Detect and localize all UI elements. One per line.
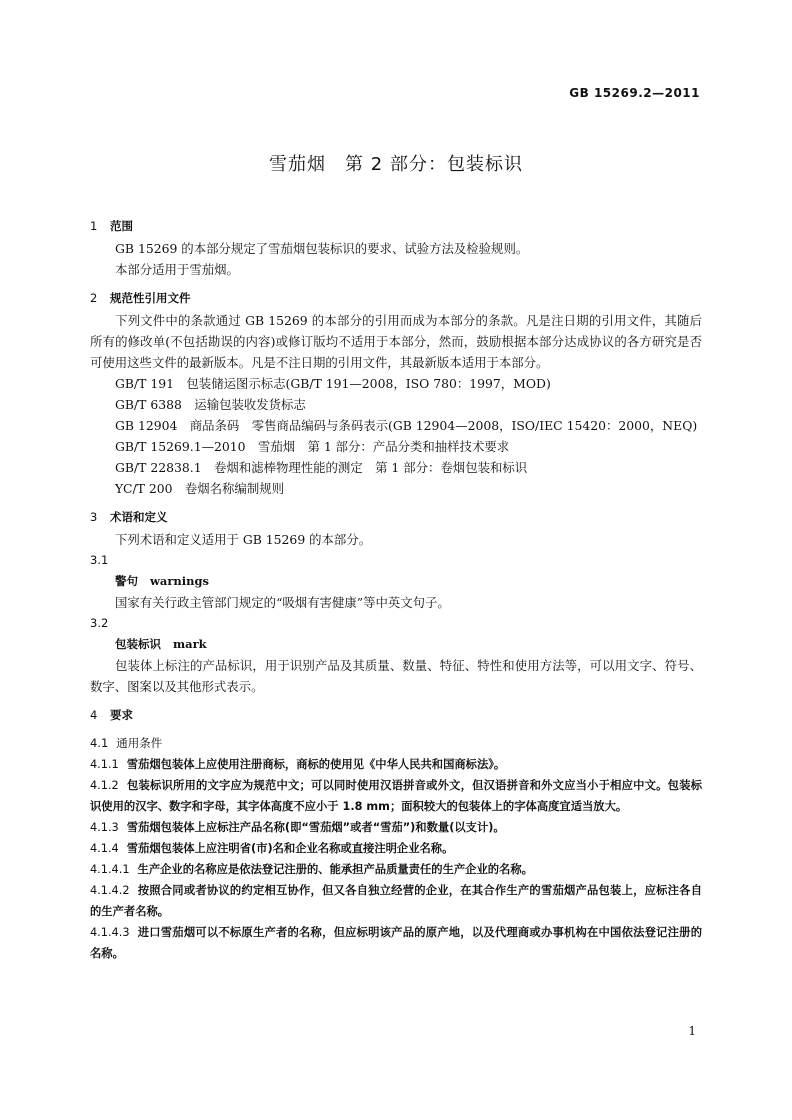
clause	[90, 838, 702, 859]
clause-number: 4.1.4	[90, 842, 119, 855]
section-title: 范围	[110, 219, 133, 233]
reference-item: GB/T 6388 运输包装收发货标志	[115, 397, 306, 412]
clause	[90, 817, 702, 838]
clause	[90, 775, 702, 817]
clause	[90, 859, 702, 880]
page-number: 1	[688, 1024, 696, 1038]
section-number: 4	[90, 708, 98, 722]
reference-item: GB/T 22838.1 卷烟和滤棒物理性能的测定 第 1 部分：卷烟包装和标识	[115, 460, 528, 475]
section-title: 术语和定义	[110, 510, 168, 524]
paragraph: 本部分适用于雪茄烟。	[115, 262, 239, 277]
term-heading	[90, 571, 702, 592]
section-title: 规范性引用文件	[110, 291, 191, 305]
reference-item: GB/T 15269.1—2010 雪茄烟 第 1 部分：产品分类和抽样技术要求	[115, 439, 510, 454]
term-number: 3.1	[90, 553, 109, 567]
standard-number: GB 15269.2—2011	[569, 86, 700, 100]
clause-text: 按照合同或者协议的约定相互协作，但又各自独立经营的企业，在其合作生产的雪茄烟产品包装上，应标注各自的生产者名称。	[90, 884, 702, 918]
clause-number: 4.1.4.1	[90, 863, 130, 876]
clause-text: 雪茄烟包装体上应使用注册商标，商标的使用见《中华人民共和国商标法》。	[126, 758, 506, 771]
clause-number: 4.1.3	[90, 821, 119, 834]
paragraph: GB 15269 的本部分规定了雪茄烟包装标识的要求、试验方法及检验规则。	[115, 241, 529, 256]
term-number: 3.2	[90, 616, 109, 630]
subsection-heading	[90, 733, 702, 754]
clause-text: 包装标识所用的文字应为规范中文；可以同时使用汉语拼音或外文，但汉语拼音和外文应当小于相应中文。包装标识使用的汉字、数字和字母，其字体高度不应小于 1.8 mm；面积较大的包装体上的字体高度宜适当放大。	[90, 779, 702, 813]
clause-number: 4.1.1	[90, 758, 119, 771]
clause-number: 4.1.4.2	[90, 884, 130, 897]
term-definition: 国家有关行政主管部门规定的“吸烟有害健康”等中英文句子。	[115, 595, 450, 610]
document-body	[90, 214, 702, 964]
reference-item: YC/T 200 卷烟名称编制规则	[115, 481, 284, 496]
section-heading-requirements	[90, 703, 702, 727]
clause	[90, 754, 702, 775]
term-cn: 警句	[115, 574, 138, 588]
term-en: mark	[173, 637, 207, 651]
document-title: 雪茄烟 第 2 部分：包装标识	[269, 154, 523, 175]
reference-item: GB/T 191 包装储运图示标志(GB/T 191—2008，ISO 780：1997，MOD)	[115, 376, 551, 391]
term-cn: 包装标识	[115, 637, 161, 651]
subsection-title: 通用条件	[116, 736, 163, 750]
clause-number: 4.1.4.3	[90, 926, 130, 939]
section-heading-terms	[90, 505, 702, 529]
clause-text: 雪茄烟包装体上应标注产品名称(即“雪茄烟”或者“雪茄”)和数量(以支计)。	[126, 821, 505, 834]
clause	[90, 880, 702, 922]
section-title: 要求	[110, 708, 133, 722]
clause-text: 进口雪茄烟可以不标原生产者的名称，但应标明该产品的原产地，以及代理商或办事机构在中国依法登记注册的名称。	[90, 926, 702, 960]
term-definition: 包装体上标注的产品标识，用于识别产品及其质量、数量、特征、特性和使用方法等，可以用文字、符号、数字、图案以及其他形式表示。	[90, 658, 702, 694]
clause	[90, 922, 702, 964]
paragraph: 下列文件中的条款通过 GB 15269 的本部分的引用而成为本部分的条款。凡是注日期的引用文件，其随后所有的修改单(不包括勘误的内容)或修订版均不适用于本部分，然而，鼓励根据本部分达成协议的各方研究是否可使用这些文件的最新版本。凡是不注日期的引用文件，其最新版本适用于本部分。	[90, 313, 702, 370]
term-en: warnings	[150, 574, 210, 588]
section-number: 1	[90, 219, 98, 233]
paragraph: 下列术语和定义适用于 GB 15269 的本部分。	[115, 532, 372, 547]
reference-item: GB 12904 商品条码 零售商品编码与条码表示(GB 12904—2008，ISO/IEC 15420：2000，NEQ)	[115, 418, 698, 433]
subsection-number: 4.1	[90, 736, 109, 750]
clause-text: 生产企业的名称应是依法登记注册的、能承担产品质量责任的生产企业的名称。	[137, 863, 533, 876]
section-heading-scope	[90, 214, 702, 238]
term-heading	[90, 634, 702, 655]
section-number: 3	[90, 510, 98, 524]
section-heading-refs	[90, 286, 702, 310]
section-number: 2	[90, 291, 98, 305]
clause-text: 雪茄烟包装体上应注明省(市)名和企业名称或直接注明企业名称。	[126, 842, 454, 855]
clause-number: 4.1.2	[90, 779, 119, 792]
